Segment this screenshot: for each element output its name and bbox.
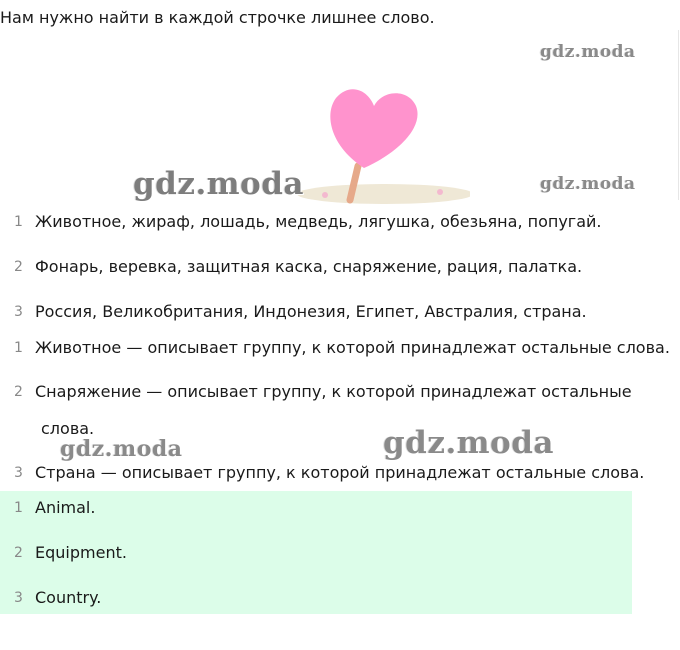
item-number: 1 xyxy=(14,214,23,230)
item-text: Страна — описывает группу, к которой принадлежат остальные слова. xyxy=(35,463,645,482)
heart-shape xyxy=(330,89,417,168)
watermark-lower-left: gdz.moda xyxy=(60,436,183,462)
item-text: Фонарь, веревка, защитная каска, снаряжение, рация, палатка. xyxy=(35,257,583,276)
ground-dot xyxy=(437,189,443,195)
item-text: Животное — описывает группу, к которой принадлежат остальные слова. xyxy=(35,338,670,357)
intro-text: Нам нужно найти в каждой строчке лишнее слово. xyxy=(0,8,435,27)
item-text: Снаряжение — описывает группу, к которой принадлежат остальные xyxy=(35,382,632,401)
item-number: 2 xyxy=(14,259,23,275)
watermark-banner: gdz.moda xyxy=(133,166,304,202)
watermark-top-right: gdz.moda xyxy=(540,42,636,62)
item-number: 2 xyxy=(14,545,23,561)
watermark-lower-center: gdz.moda xyxy=(383,425,554,461)
watermark-mid-right: gdz.moda xyxy=(540,174,636,194)
item-number: 1 xyxy=(14,500,23,516)
item-text-continuation: слова. xyxy=(41,419,95,438)
item-text: Животное, жираф, лошадь, медведь, лягушка, обезьяна, попугай. xyxy=(35,212,602,231)
item-text: Equipment. xyxy=(35,543,127,562)
item-text: Country. xyxy=(35,588,102,607)
divider-line xyxy=(678,30,679,200)
item-number: 1 xyxy=(14,340,23,356)
item-number: 3 xyxy=(14,304,23,320)
item-text: Россия, Великобритания, Индонезия, Египет, Австралия, страна. xyxy=(35,302,587,321)
item-text: Animal. xyxy=(35,498,96,517)
ground-dot xyxy=(322,192,328,198)
item-number: 3 xyxy=(14,465,23,481)
item-number: 3 xyxy=(14,590,23,606)
heart-illustration xyxy=(290,82,470,204)
item-number: 2 xyxy=(14,384,23,400)
